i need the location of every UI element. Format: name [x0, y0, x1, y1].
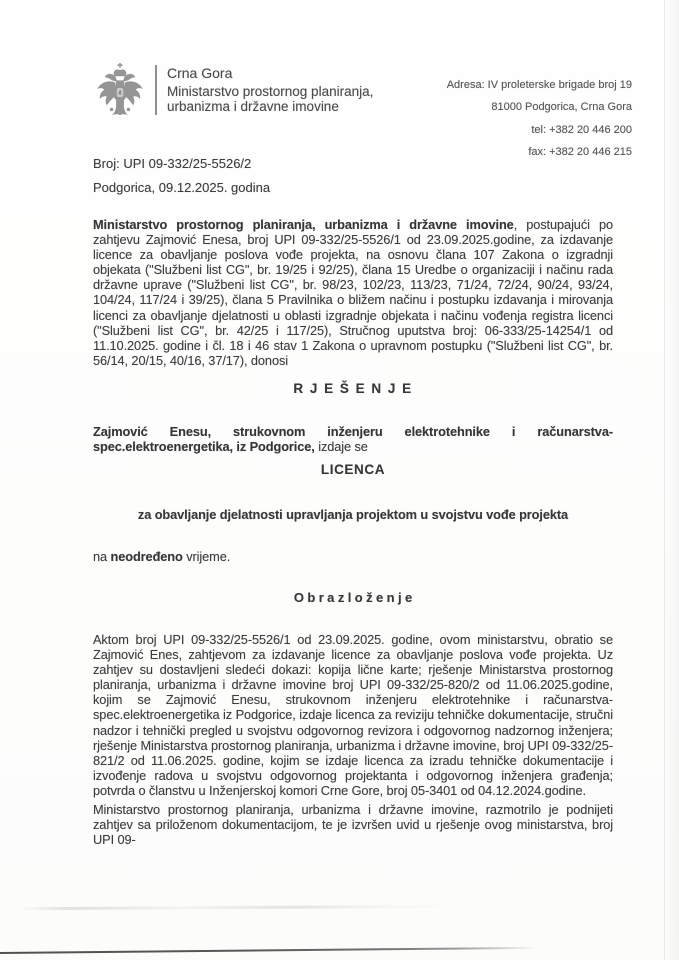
letterhead-divider: [155, 65, 157, 115]
licence-scope: za obavljanje djelatnosti upravljanja projektom u svojstvu vođe projekta: [137, 507, 569, 522]
address-line-city: 81000 Podgorica, Crna Gora: [491, 101, 632, 114]
ministry-name-line2: urbanizma i državne imovine: [167, 98, 339, 114]
award-paragraph-rest: izdaje se: [314, 439, 368, 455]
explanation-paragraph-1: Aktom broj UPI 09-332/25-5526/1 od 23.09.2025. godine, ovom ministarstvu, obratio se Zajmović Enes, zahtjevom za izdavanje licence za obavljanje poslova vođe projekta. Uz zahtjev su dostavljeni sledeći dokazi: kopija lične karte; rješenje Ministarstva prostornog planiranja, urbanizma i državne imovine broj UPI 09-332/25-820/2 od 11.06.2025.godine, kojim se Zajmović Enesu, strukovnom inženjeru elektrotehnike i računarstva-spec.elektroenergetika iz Podgorice, izdaje licenca za reviziju tehničke dokumentacije, stručni nadzor i tehnički pregled u svojstvu odgovornog revizora i odgovornog nadzornog inženjera; rješenje Ministarstva prostornog planiranja, urbanizma i državne imovine, broj UPI 09-332/25-821/2 od 11.06.2025. godine, kojim se izdaje licenca za izradu tehničke dokumentacije i izvođenje radova u svojstvu odgovornog projektanta i odgovornog inženjera građenja; potvrda o članstvu u Inženjerskoj komori Crne Gore, broj 05-3401 od 04.12.2024.godine.: [93, 632, 613, 798]
scan-right-shadow: [665, 0, 679, 960]
country-name: Crna Gora: [167, 65, 233, 81]
letterhead: [95, 63, 373, 120]
duration-bold: neodređeno: [110, 549, 183, 564]
award-paragraph-bold: Zajmović Enesu, strukovnom inženjeru elektrotehnike i računarstva-spec.elektroenergetika, iz Podgorice,: [93, 424, 613, 455]
award-paragraph: [93, 424, 613, 454]
licence-duration: [93, 549, 613, 564]
scan-smudge-artifact: [18, 905, 458, 910]
contact-block: [447, 74, 632, 163]
address-line-tel: tel: +382 20 446 200: [531, 123, 632, 136]
licence-title: LICENCA: [320, 462, 386, 477]
explanation-paragraph-2: Ministarstvo prostornog planiranja, urbanizma i državne imovine, razmotrilo je podnijeti zahtjev sa priloženom dokumentacijom, te je izvršen uvid u rješenje ovog ministarstva, broj UPI 09-: [93, 802, 613, 848]
place-date: Podgorica, 09.12.2025. godina: [93, 180, 271, 195]
duration-pre: na: [93, 549, 111, 564]
address-line-street: Adresa: IV proleterske brigade broj 19: [446, 79, 632, 91]
scan-right-edge-line: [664, 0, 666, 960]
montenegro-coat-of-arms-icon: [95, 63, 145, 120]
scan-bottom-line-artifact: [0, 947, 536, 954]
ministry-name-line1: Ministarstvo prostornog planiranja,: [167, 84, 374, 99]
decision-title: R J E Š E N J E: [293, 381, 413, 396]
intro-paragraph-bold: Ministarstvo prostornog planiranja, urbanizma i državne imovine: [93, 217, 514, 232]
intro-paragraph-rest: , postupajući po zahtjevu Zajmović Enesa, broj UPI 09-332/25-5526/1 od 23.09.2025.godine, za izdavanje licence za obavljanje poslova vođe projekta, na osnovu člana 107 Zakona o izgradnji objekata ("Službeni list CG", br. 19/25 i 92/25), člana 15 Uredbe o organizaciji i načinu rada državne uprave ("Službeni list CG", br. 98/23, 102/23, 113/23, 71/24, 72/24, 90/24, 93/24, 104/24, 117/24 i 39/25), člana 5 Pravilnika o bližem načinu i postupku izdavanja i mirovanja licenci za obavljanje djelatnosti u oblasti izgradnje objekata i načinu vođenja registra licenci ("Službeni list CG", br. 42/25 i 117/25), Stručnog uputstva broj: 06-333/25-14254/1 od 11.10.2025. godine i čl. 18 i 46 stav 1 Zakona o upravnom postupku ("Službeni list CG", br. 56/14, 20/15, 40/16, 37/17), donosi: [93, 217, 613, 368]
intro-paragraph: [93, 217, 613, 368]
duration-post: vrijeme.: [182, 549, 231, 564]
document-number: Broj: UPI 09-332/25-5526/2: [93, 156, 252, 171]
address-line-fax: fax: +382 20 446 215: [528, 145, 632, 158]
ministry-identity: [167, 63, 373, 114]
explanation-title: O b r a z l o ž e n j e: [293, 590, 413, 605]
